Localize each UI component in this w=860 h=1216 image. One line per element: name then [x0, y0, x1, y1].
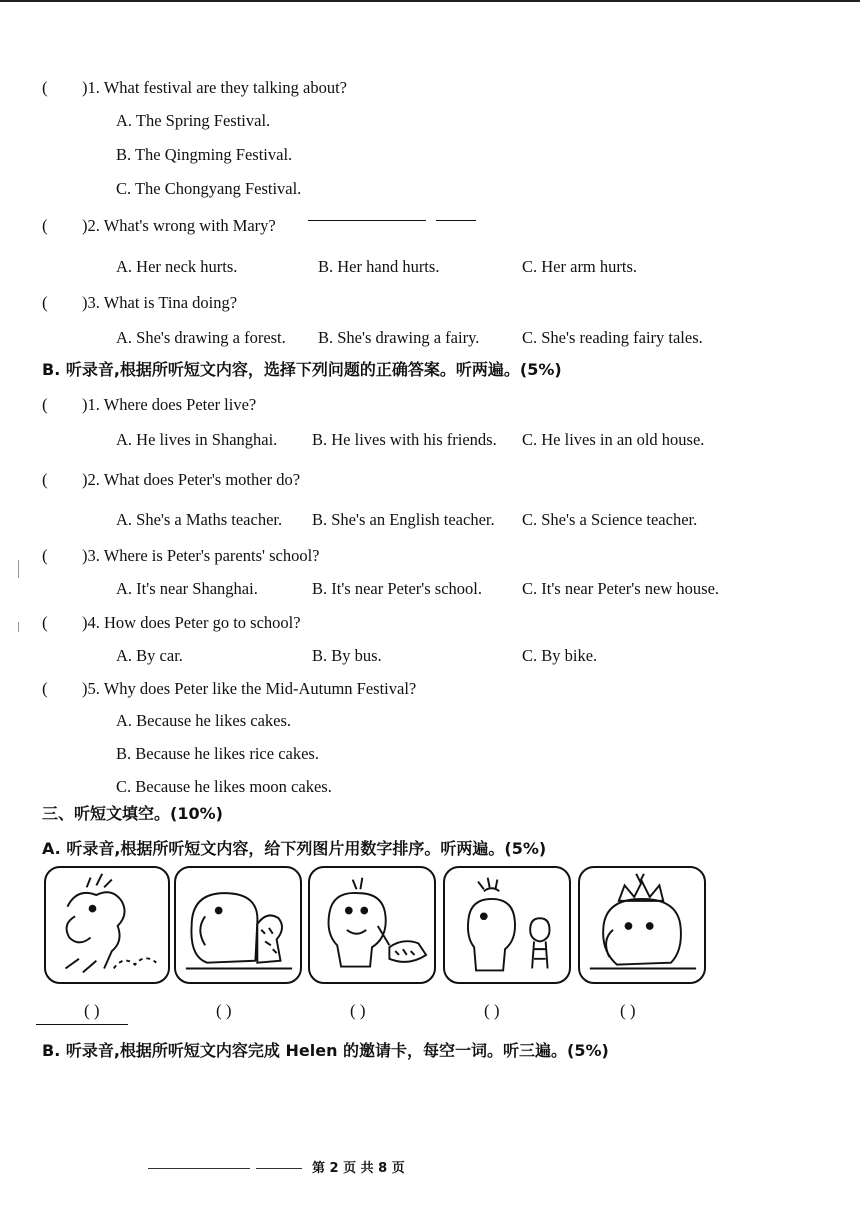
order-blank[interactable]: ( ) [216, 1001, 232, 1020]
stray-mark-line [36, 1024, 128, 1025]
order-blank[interactable]: ( ) [350, 1001, 366, 1020]
answer-paren: ( [42, 293, 48, 312]
footer-rule [148, 1168, 250, 1169]
option-b: B. She's drawing a fairy. [318, 328, 480, 347]
question-text: )3. What is Tina doing? [82, 293, 238, 312]
answer-paren: ( [42, 470, 48, 489]
option-a: A. Because he likes cakes. [116, 711, 292, 730]
page-top-border [0, 0, 860, 2]
stray-mark-line [436, 220, 476, 221]
option-a: A. By car. [116, 646, 183, 665]
answer-paren: ( [42, 78, 48, 97]
question-text: )1. Where does Peter live? [82, 395, 257, 414]
option-c: C. She's a Science teacher. [522, 510, 698, 529]
option-c: C. Because he likes moon cakes. [116, 777, 332, 796]
answer-paren: ( [42, 679, 48, 698]
question-text: )4. How does Peter go to school? [82, 613, 301, 632]
option-a: A. She's drawing a forest. [116, 328, 286, 347]
option-c: C. It's near Peter's new house. [522, 579, 720, 598]
scan-mark [18, 560, 19, 578]
question-text: )2. What's wrong with Mary? [82, 216, 276, 235]
picture-elephant-with-crown [578, 866, 706, 984]
option-c: C. The Chongyang Festival. [116, 179, 302, 198]
stray-mark-line [308, 220, 426, 221]
option-a: A. The Spring Festival. [116, 111, 271, 130]
option-b: B. He lives with his friends. [312, 430, 497, 449]
section-3-heading: 三、听短文填空。(10%) [42, 804, 223, 823]
option-c: C. Her arm hurts. [522, 257, 638, 276]
question-text: )1. What festival are they talking about? [82, 78, 347, 97]
option-a: A. He lives in Shanghai. [116, 430, 278, 449]
picture-elephant-running [44, 866, 170, 984]
order-blank[interactable]: ( ) [620, 1001, 636, 1020]
section-b-heading: B. 听录音,根据所听短文内容，选择下列问题的正确答案。听两遍。(5%) [42, 360, 562, 379]
answer-paren: ( [42, 395, 48, 414]
order-blank[interactable]: ( ) [484, 1001, 500, 1020]
option-b: B. It's near Peter's school. [312, 579, 482, 598]
option-b: B. By bus. [312, 646, 382, 665]
section-3b-heading: B. 听录音,根据所听短文内容完成 Helen 的邀请卡，每空一词。听三遍。(5%) [42, 1041, 609, 1060]
page-number: 第 2 页 共 8 页 [312, 1161, 405, 1176]
picture-elephant-with-cat [174, 866, 302, 984]
option-b: B. Because he likes rice cakes. [116, 744, 319, 763]
question-text: )3. Where is Peter's parents' school? [82, 546, 320, 565]
answer-paren: ( [42, 546, 48, 565]
footer-rule [256, 1168, 302, 1169]
option-b: B. Her hand hurts. [318, 257, 440, 276]
option-a: A. It's near Shanghai. [116, 579, 258, 598]
option-a: A. Her neck hurts. [116, 257, 238, 276]
picture-elephant-with-friend [443, 866, 571, 984]
question-text: )2. What does Peter's mother do? [82, 470, 301, 489]
option-a: A. She's a Maths teacher. [116, 510, 283, 529]
option-c: C. He lives in an old house. [522, 430, 705, 449]
scan-mark [18, 622, 19, 632]
picture-elephant-with-pot [308, 866, 436, 984]
section-3a-heading: A. 听录音,根据所听短文内容，给下列图片用数字排序。听两遍。(5%) [42, 839, 547, 858]
option-b: B. She's an English teacher. [312, 510, 495, 529]
option-b: B. The Qingming Festival. [116, 145, 293, 164]
question-text: )5. Why does Peter like the Mid-Autumn Festival? [82, 679, 417, 698]
answer-paren: ( [42, 613, 48, 632]
answer-paren: ( [42, 216, 48, 235]
option-c: C. She's reading fairy tales. [522, 328, 703, 347]
order-blank[interactable]: ( ) [84, 1001, 100, 1020]
option-c: C. By bike. [522, 646, 598, 665]
